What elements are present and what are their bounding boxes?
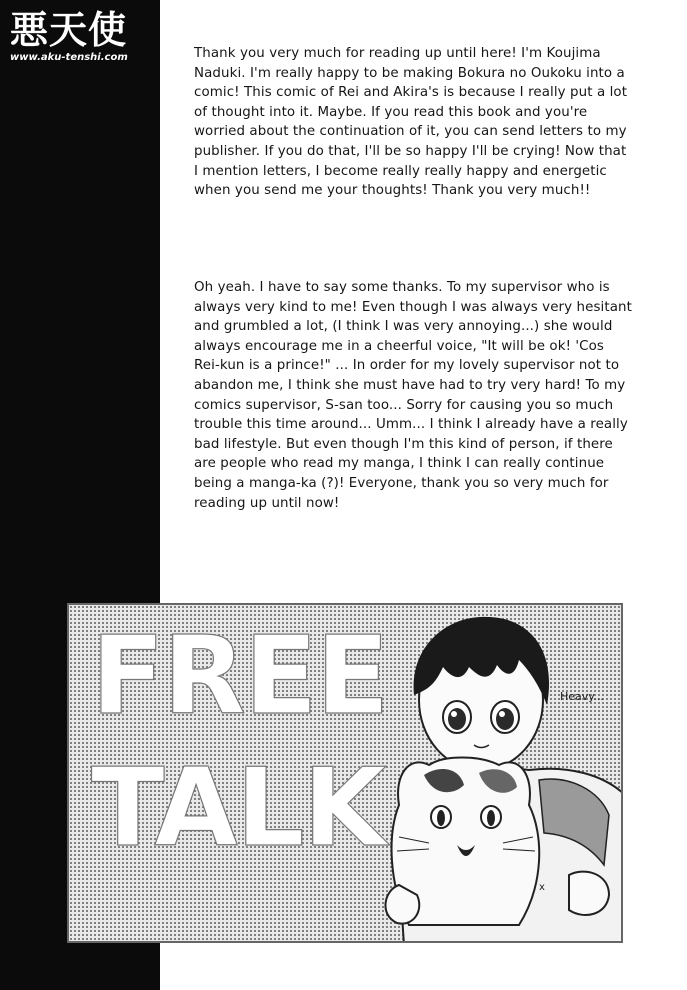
free-talk-panel (67, 603, 623, 943)
boy-holding-cat-illustration (369, 605, 623, 943)
afterword-paragraph-2: Oh yeah. I have to say some thanks. To my supervisor who is always very kind to me! Even though I was always very hesitant and grumbled a lot, (I think I was very annoying...) she would always encourage me in a cheerful voice, "It will be ok! 'Cos Rei-kun is a prince!" ... In order for my lovely supervisor not to abandon me, I think she must have had to try very hard! To my comics supervisor, S-san too... Sorry for causing you so much trouble this time around... Umm... I think I already have a really bad lifestyle. But even though I'm this kind of person, if there are people who read my manga, I think I can really continue being a manga-ka (?)! Everyone, thank you so very much for reading up until now! (194, 280, 632, 511)
free-talk-title-line2: TALK (91, 746, 385, 871)
svg-text:x: x (539, 882, 545, 893)
afterword-paragraph-1: Thank you very much for reading up until here! I'm Koujima Naduki. I'm really happy to be making Bokura no Oukoku into a comic! This comic of Rei and Akira's is because I really put a lot of thought into it. Maybe. If you read this book and you're worried about the continuation of it, you can send letters to my publisher. If you do that, I'll be so happy I'll be crying! Now that I mention letters, I become really really happy and energetic when you send me your thoughts! Thank you very much!! (194, 46, 628, 199)
free-talk-title-line1: FREE (91, 614, 388, 739)
heavy-caption: Heavy... (560, 690, 604, 703)
scanlator-logo: 悪天使 (10, 7, 128, 52)
scanlator-url[interactable]: www.aku-tenshi.com (10, 52, 128, 63)
